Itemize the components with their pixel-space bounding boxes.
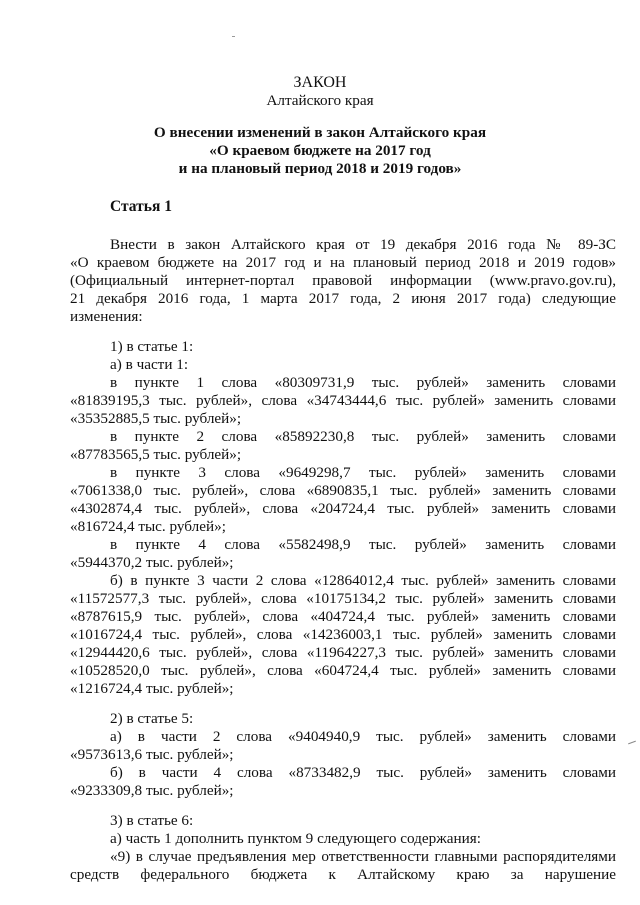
body-line: «81839195,3 тыс. рублей», слова «34743444,6 тыс. рублей» заменить словами <box>70 392 616 409</box>
body-line: 1) в статье 1: <box>110 338 194 355</box>
article-heading: Статья 1 <box>110 198 172 215</box>
body-line: «4302874,4 тыс. рублей», слова «204724,4 тыс. рублей» заменить словами <box>70 500 616 517</box>
body-line: средств федерального бюджета к Алтайскому краю за нарушение <box>70 866 616 883</box>
body-line: «10528520,0 тыс. рублей», слова «604724,4 тыс. рублей» заменить словами <box>70 662 616 679</box>
body-line: б) в пункте 3 части 2 слова «12864012,4 тыс. рублей» заменить словами <box>110 572 616 589</box>
body-line: 21 декабря 2016 года, 1 марта 2017 года, 2 июня 2017 года) следующие <box>70 290 616 307</box>
body-line: «1216724,4 тыс. рублей»; <box>70 680 234 697</box>
body-line: а) в части 2 слова «9404940,9 тыс. рублей» заменить словами <box>110 728 616 745</box>
body-line: «5944370,2 тыс. рублей»; <box>70 554 234 571</box>
body-line: изменения: <box>70 308 143 325</box>
doc-subtitle: Алтайского края <box>266 92 374 109</box>
body-line: «35352885,5 тыс. рублей»; <box>70 410 242 427</box>
doc-title: ЗАКОН <box>293 74 347 91</box>
body-line: а) в части 1: <box>110 356 189 373</box>
body-line: в пункте 3 слова «9649298,7 тыс. рублей» заменить словами <box>110 464 616 481</box>
scan-mark <box>232 36 235 37</box>
body-line: «9573613,6 тыс. рублей»; <box>70 746 234 763</box>
body-line: «7061338,0 тыс. рублей», слова «6890835,1 тыс. рублей» заменить словами <box>70 482 616 499</box>
body-line: Внести в закон Алтайского края от 19 декабря 2016 года № 89-ЗС <box>110 236 616 253</box>
body-line: 3) в статье 6: <box>110 812 194 829</box>
law-title-line: О внесении изменений в закон Алтайского края <box>153 124 487 141</box>
body-line: (Официальный интернет-портал правовой информации (www.pravo.gov.ru), <box>70 272 616 289</box>
body-line: «9) в случае предъявления мер ответственности главными распорядителями <box>110 848 616 865</box>
body-line: «9233309,8 тыс. рублей»; <box>70 782 234 799</box>
body-line: «87783565,5 тыс. рублей»; <box>70 446 242 463</box>
body-line: в пункте 2 слова «85892230,8 тыс. рублей» заменить словами <box>110 428 616 445</box>
body-line: «1016724,4 тыс. рублей», слова «14236003,1 тыс. рублей» заменить словами <box>70 626 616 643</box>
law-title-line: и на плановый период 2018 и 2019 годов» <box>178 160 462 177</box>
scan-mark <box>628 741 636 745</box>
body-line: в пункте 4 слова «5582498,9 тыс. рублей» заменить словами <box>110 536 616 553</box>
body-line: «8787615,9 тыс. рублей», слова «404724,4 тыс. рублей» заменить словами <box>70 608 616 625</box>
body-line: б) в части 4 слова «8733482,9 тыс. рублей» заменить словами <box>110 764 616 781</box>
body-line: «11572577,3 тыс. рублей», слова «10175134,2 тыс. рублей» заменить словами <box>70 590 616 607</box>
body-line: «О краевом бюджете на 2017 год и на плановый период 2018 и 2019 годов» <box>70 254 616 271</box>
body-line: «12944420,6 тыс. рублей», слова «11964227,3 тыс. рублей» заменить словами <box>70 644 616 661</box>
body-line: а) часть 1 дополнить пунктом 9 следующего содержания: <box>110 830 481 847</box>
body-line: в пункте 1 слова «80309731,9 тыс. рублей» заменить словами <box>110 374 616 391</box>
law-title-line: «О краевом бюджете на 2017 год <box>209 142 431 159</box>
body-line: «816724,4 тыс. рублей»; <box>70 518 226 535</box>
body-line: 2) в статье 5: <box>110 710 194 727</box>
